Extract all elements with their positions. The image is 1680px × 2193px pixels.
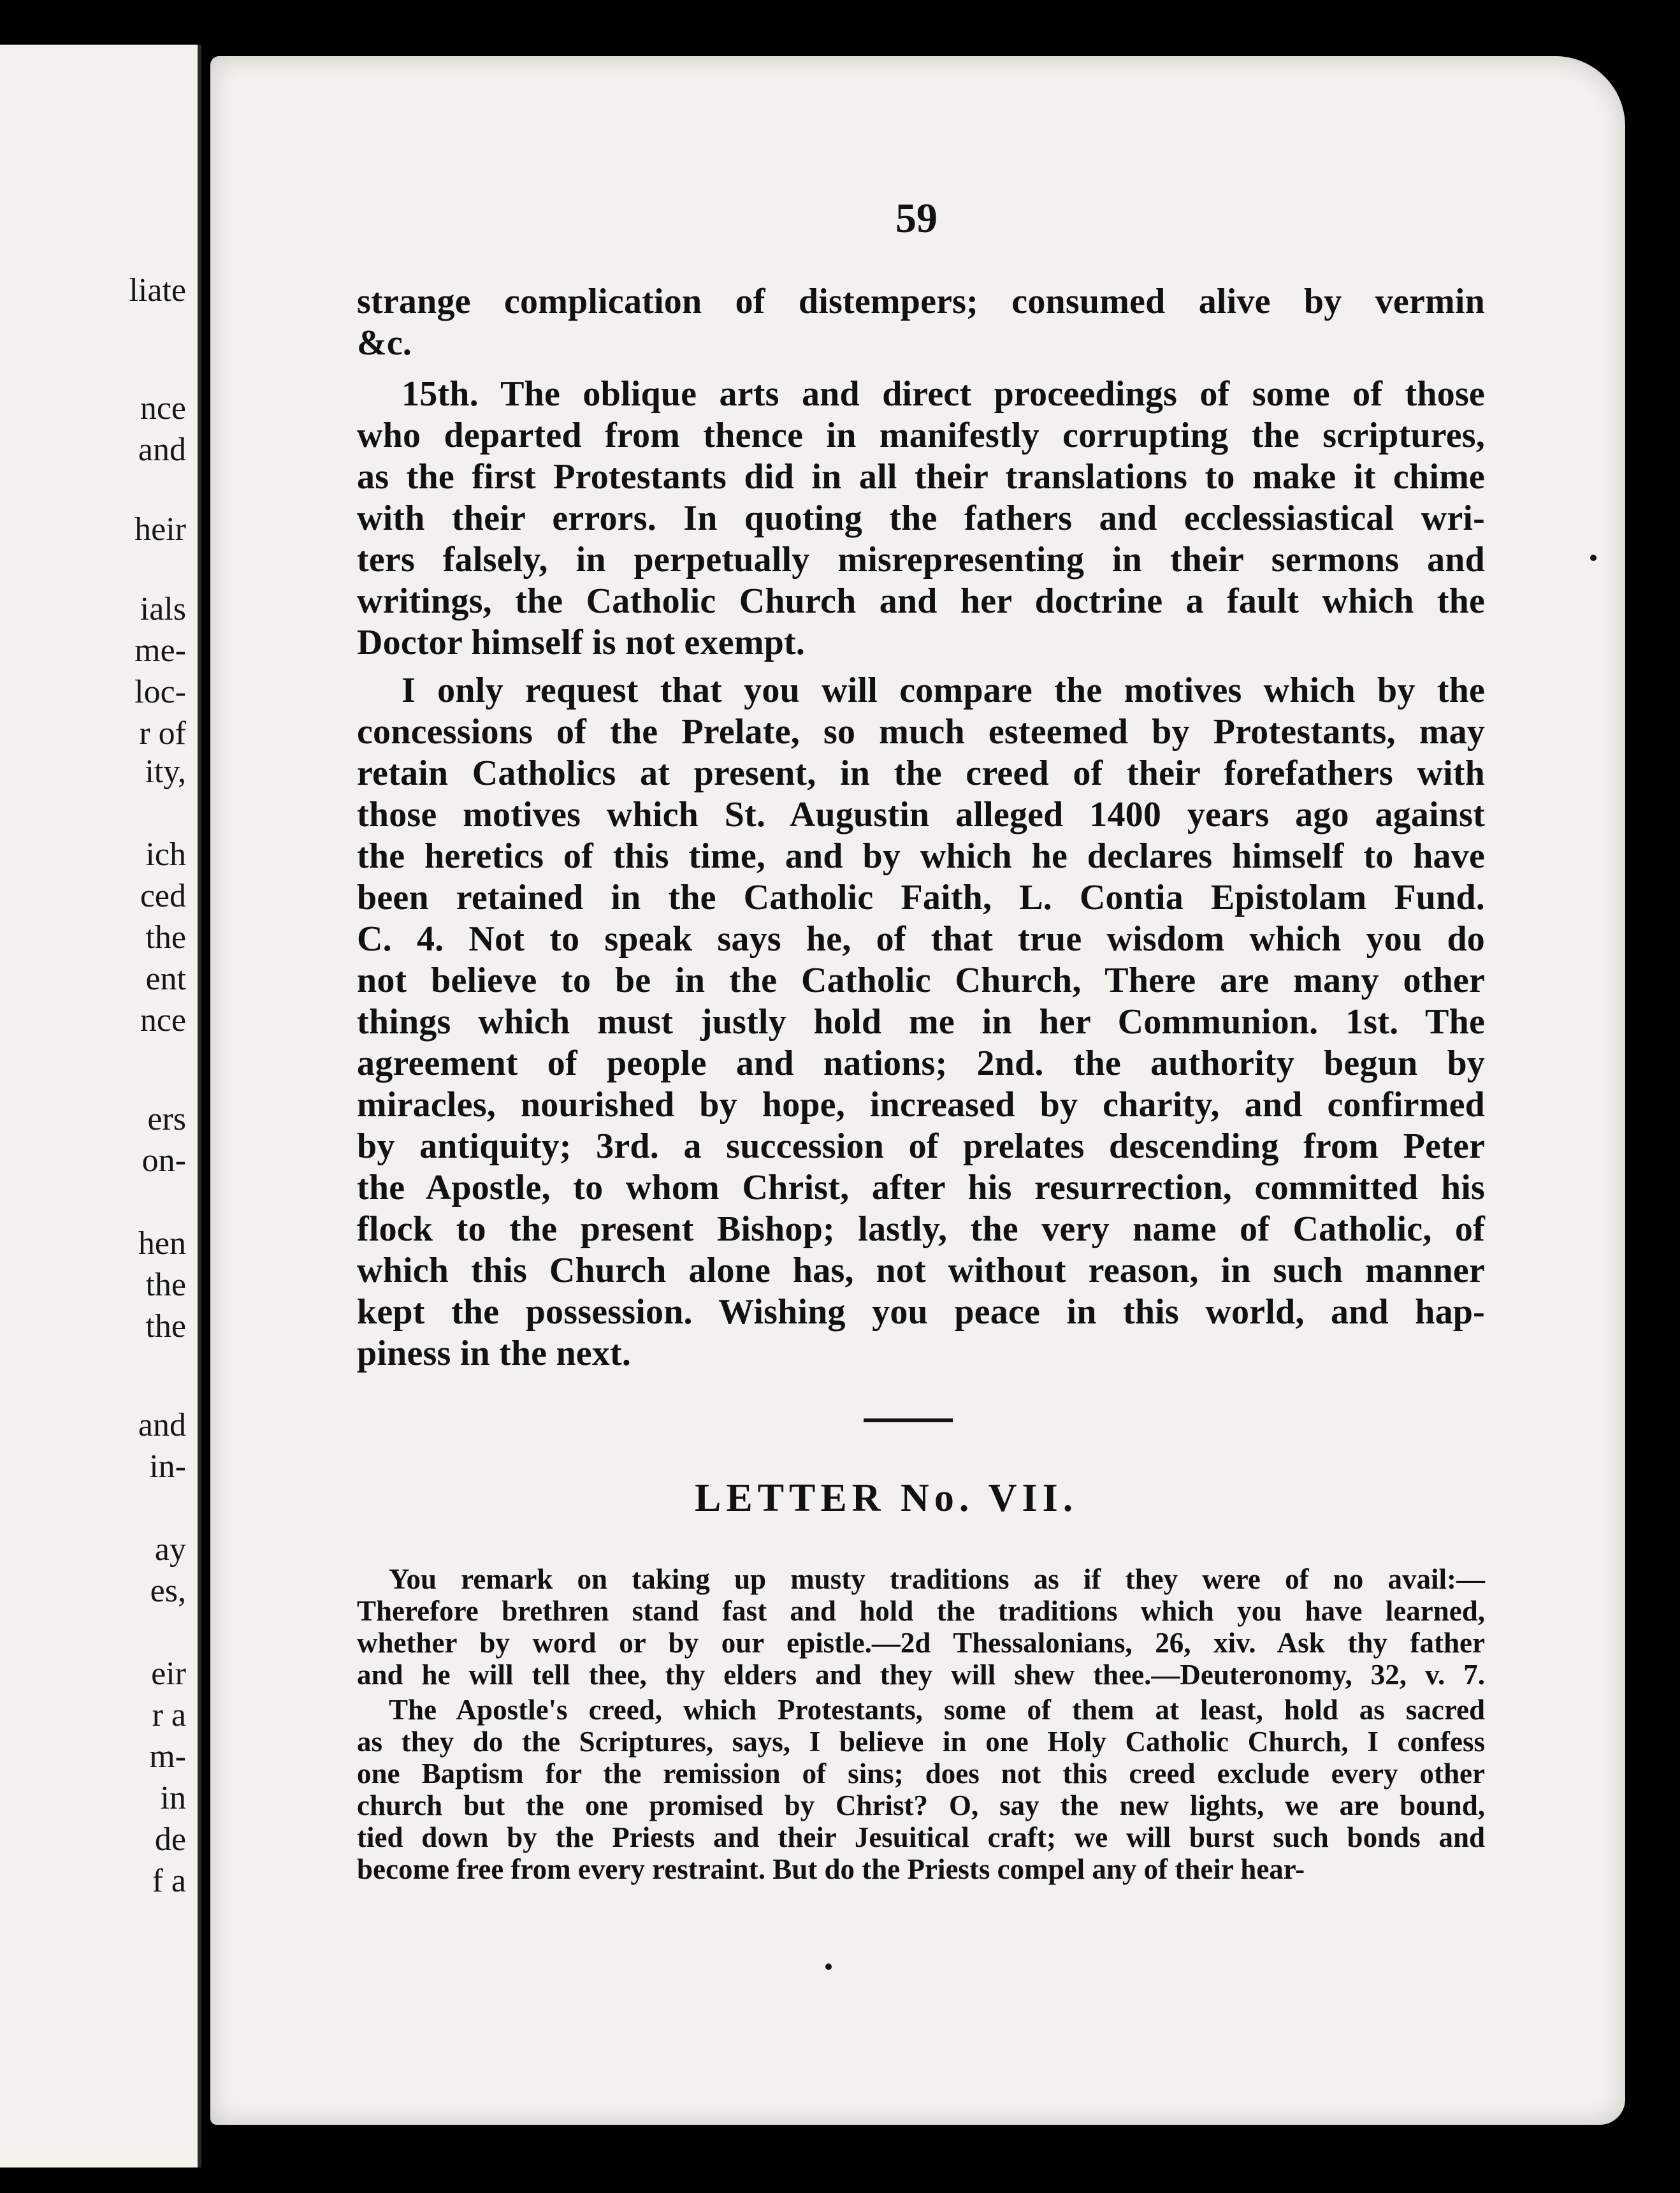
left-page-fragment: f a: [152, 1863, 186, 1899]
left-page-fragment: ced: [140, 878, 186, 914]
body-line: by antiquity; 3rd. a succession of prelates descending from Peter: [357, 1126, 1485, 1166]
left-page-fragment: the: [145, 1308, 186, 1344]
left-page-fragment: m-: [149, 1738, 186, 1775]
body-line: I only request that you will compare the motives which by the: [402, 671, 1485, 710]
body-line: flock to the present Bishop; lastly, the very name of Catholic, of: [357, 1209, 1485, 1249]
body-line: writings, the Catholic Church and her doctrine a fault which the: [357, 581, 1485, 621]
letter-line: one Baptism for the remission of sins; does not this creed exclude every other: [357, 1758, 1485, 1789]
left-page-fragment: ers: [147, 1101, 186, 1137]
left-page-fragment: nce: [140, 390, 186, 426]
body-line: Doctor himself is not exempt.: [357, 623, 806, 662]
letter-line: You remark on taking up musty traditions as if they were of no avail:—: [389, 1563, 1485, 1595]
left-page-fragment: es,: [150, 1573, 186, 1609]
body-line: retain Catholics at present, in the creed of their forefathers with: [357, 754, 1485, 793]
letter-line: whether by word or by our epistle.—2d Thessalonians, 26, xiv. Ask thy father: [357, 1627, 1485, 1659]
body-line: not believe to be in the Catholic Church, There are many other: [357, 961, 1485, 1000]
body-line: strange complication of distempers; consumed alive by vermin: [357, 282, 1485, 321]
speck-mark: [825, 1963, 832, 1970]
body-line: been retained in the Catholic Faith, L. Contia Epistolam Fund.: [357, 878, 1485, 917]
body-line: which this Church alone has, not without reason, in such manner: [357, 1251, 1485, 1290]
letter-heading: LETTER No. VII.: [695, 1476, 1078, 1520]
left-page-fragment: in: [160, 1780, 186, 1816]
left-page-fragment: ich: [145, 836, 186, 873]
letter-line: as they do the Scriptures, says, I believe in one Holy Catholic Church, I confess: [357, 1726, 1485, 1758]
body-line: the Apostle, to whom Christ, after his resurrection, committed his: [357, 1168, 1485, 1207]
body-line: miracles, nourished by hope, increased by charity, and confirmed: [357, 1085, 1485, 1125]
left-page-fragment: nce: [140, 1002, 186, 1038]
body-line: 15th. The oblique arts and direct proceedings of some of those: [402, 374, 1485, 414]
letter-line: Therefore brethren stand fast and hold the traditions which you have learned,: [357, 1595, 1485, 1627]
body-line: who departed from thence in manifestly corrupting the scriptures,: [357, 416, 1485, 455]
letter-line: church but the one promised by Christ? O, say the new lights, we are bound,: [357, 1789, 1485, 1821]
left-page-fragment: hen: [138, 1225, 186, 1262]
left-page-fragment: ent: [145, 961, 186, 997]
left-page-edge: [0, 45, 201, 2168]
page-number: 59: [895, 195, 938, 242]
body-line: agreement of people and nations; 2nd. the authority begun by: [357, 1044, 1485, 1083]
left-page-fragment: on-: [141, 1142, 186, 1179]
body-line: with their errors. In quoting the fathers and ecclessiastical wri-: [357, 499, 1485, 538]
left-page-fragment: the: [145, 1267, 186, 1303]
left-page-fragment: ay: [154, 1531, 186, 1568]
left-page-fragment: ity,: [145, 754, 186, 790]
left-page-fragment: eir: [151, 1656, 186, 1692]
left-page-fragment: r of: [139, 715, 186, 752]
left-page-fragment: in-: [149, 1448, 186, 1485]
body-line: as the first Protestants did in all their translations to make it chime: [357, 457, 1485, 497]
left-page-fragment: me-: [134, 632, 186, 669]
section-divider: [864, 1418, 953, 1422]
body-line: piness in the next.: [357, 1334, 632, 1373]
body-line: ters falsely, in perpetually misrepresenting in their sermons and: [357, 540, 1485, 579]
speck-mark: [1590, 555, 1597, 561]
left-page-fragment: heir: [134, 511, 186, 548]
left-page-fragment: and: [138, 1407, 186, 1443]
left-page-fragment: loc-: [134, 674, 186, 710]
letter-line: tied down by the Priests and their Jesuitical craft; we will burst such bonds and: [357, 1821, 1485, 1853]
body-line: C. 4. Not to speak says he, of that true wisdom which you do: [357, 919, 1485, 959]
body-line: those motives which St. Augustin alleged 1400 years ago against: [357, 795, 1485, 834]
letter-line: become free from every restraint. But do the Priests compel any of their hear-: [357, 1853, 1305, 1885]
left-page-fragment: ials: [140, 591, 186, 627]
left-page-fragment: the: [145, 919, 186, 956]
body-line: the heretics of this time, and by which he declares himself to have: [357, 836, 1485, 876]
left-page-fragment: and: [138, 432, 186, 468]
body-line: &c.: [357, 323, 412, 363]
body-line: kept the possession. Wishing you peace in this world, and hap-: [357, 1292, 1485, 1332]
body-line: concessions of the Prelate, so much esteemed by Protestants, may: [357, 712, 1485, 752]
body-line: things which must justly hold me in her Communion. 1st. The: [357, 1002, 1485, 1042]
left-page-fragment: de: [154, 1821, 186, 1858]
letter-line: The Apostle's creed, which Protestants, some of them at least, hold as sacred: [389, 1694, 1485, 1726]
left-page-fragment: liate: [129, 272, 186, 309]
letter-line: and he will tell thee, thy elders and they will shew thee.—Deuteronomy, 32, v. 7.: [357, 1659, 1485, 1691]
left-page-fragment: r a: [152, 1697, 186, 1733]
